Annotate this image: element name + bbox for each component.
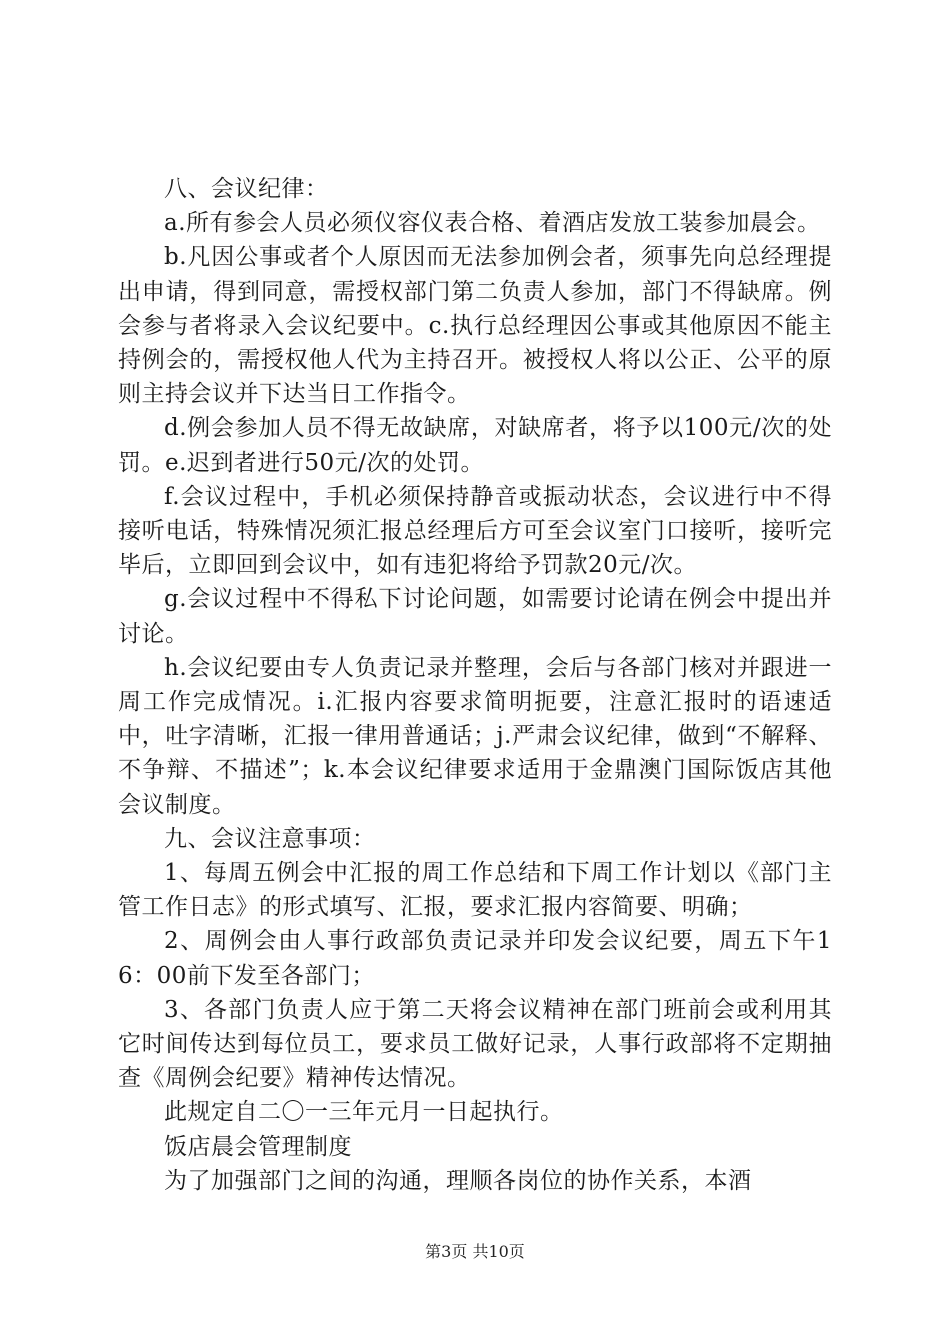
paragraph-effective-date: 此规定自二〇一三年元月一日起执行。 bbox=[164, 1099, 564, 1126]
paragraph-intro: 为了加强部门之间的沟通，理顺各岗位的协作关系，本酒 bbox=[164, 1167, 752, 1194]
paragraph-rule-d-e: d.例会参加人员不得无故缺席，对缺席者，将予以100元/次的处罚。e.迟到者进行50元/次的处罚。 bbox=[118, 415, 832, 476]
paragraph-rule-h-k: h.会议纪要由专人负责记录并整理，会后与各部门核对并跟进一周工作完成情况。i.汇报内容要求简明扼要，注意汇报时的语速适中，吐字清晰，汇报一律用普通话；j.严肃会议纪律，做到“不解释、不争辩、不描述”；k.本会议纪律要求适用于金鼎澳门国际饭店其他会议制度。 bbox=[118, 654, 832, 818]
paragraph-note-2: 2、周例会由人事行政部负责记录并印发会议纪要，周五下午16：00前下发至各部门； bbox=[118, 928, 832, 989]
section-heading-meeting-notes: 九、会议注意事项： bbox=[164, 825, 376, 852]
paragraph-note-1: 1、每周五例会中汇报的周工作总结和下周工作计划以《部门主管工作日志》的形式填写、汇报，要求汇报内容简要、明确； bbox=[118, 860, 832, 921]
paragraph-rule-a: a.所有参会人员必须仪容仪表合格、着酒店发放工装参加晨会。 bbox=[164, 210, 821, 237]
paragraph-rule-g: g.会议过程中不得私下讨论问题，如需要讨论请在例会中提出并讨论。 bbox=[118, 586, 832, 647]
document-body bbox=[118, 172, 832, 1198]
paragraph-rule-f: f.会议过程中，手机必须保持静音或振动状态，会议进行中不得接听电话，特殊情况须汇报总经理后方可至会议室门口接听，接听完毕后，立即回到会议中，如有违犯将给予罚款20元/次。 bbox=[118, 483, 832, 579]
section-heading-meeting-discipline: 八、会议纪律： bbox=[164, 176, 329, 202]
paragraph-note-3: 3、各部门负责人应于第二天将会议精神在部门班前会或利用其它时间传达到每位员工，要求员工做好记录，人事行政部将不定期抽查《周例会纪要》精神传达情况。 bbox=[118, 996, 832, 1092]
page-footer: 第3页 共10页 bbox=[425, 1242, 525, 1261]
section-title-morning-meeting: 饭店晨会管理制度 bbox=[164, 1133, 352, 1160]
paragraph-rule-b-c: b.凡因公事或者个人原因而无法参加例会者，须事先向总经理提出申请，得到同意，需授权部门第二负责人参加，部门不得缺席。例会参与者将录入会议纪要中。c.执行总经理因公事或其他原因不能主持例会的，需授权他人代为主持召开。被授权人将以公正、公平的原则主持会议并下达当日工作指令。 bbox=[118, 244, 832, 408]
